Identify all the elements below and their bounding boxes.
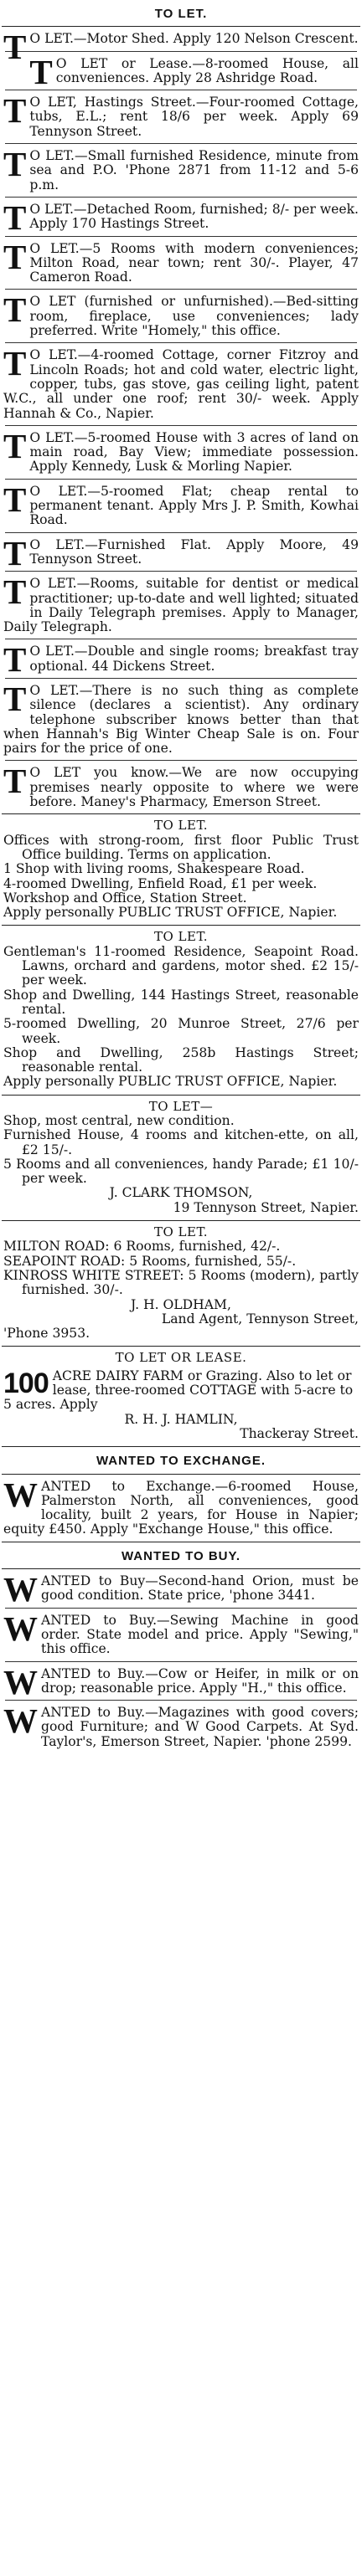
drop-cap: T — [3, 237, 27, 276]
drop-cap-number: 100 — [3, 1367, 49, 1399]
ad-line: Shop, most central, new condition. — [3, 1113, 235, 1128]
ad-text: O LET.—5-roomed House with 3 acres of land on main road, Bay View; immediate possession. Apply Kennedy, Lusk & Morling Napier. — [29, 429, 359, 475]
ad-line: 5-roomed Dwelling, 20 Munroe Street, 27/6 per week. — [3, 1016, 359, 1046]
drop-cap: T — [3, 640, 27, 680]
drop-cap: T — [3, 198, 27, 237]
ad-title: TO LET. — [153, 818, 209, 834]
ad-line: MILTON ROAD: 6 Rooms, furnished, 42/-. — [3, 1239, 281, 1255]
ad-text: O LET (furnished or unfurnished).—Bed-sitting room, fireplace, use conveniences; lady preferred. Write "Homely," this office. — [29, 294, 359, 339]
classified-ad — [0, 343, 362, 424]
ad-signature: Apply personally PUBLIC TRUST OFFICE, Napier. — [3, 905, 338, 921]
drop-cap: T — [3, 344, 27, 383]
drop-cap: W — [3, 1609, 38, 1648]
classified-ad — [0, 761, 362, 813]
ad-line: KINROSS WHITE STREET: 5 Rooms (modern), partly furnished. 30/-. — [3, 1267, 359, 1298]
drop-cap: W — [3, 1662, 38, 1701]
ad-text: O LET you know.—We are now occupying premises nearly opposite to where we were before. Maney's Pharmacy, Emerson Street. — [29, 765, 359, 810]
ad-signature-name: J. CLARK THOMSON, — [109, 1185, 253, 1201]
drop-cap: T — [3, 480, 27, 519]
section-header-to-let: TO LET. — [154, 7, 208, 21]
drop-cap: W — [3, 1570, 38, 1609]
section-header-wanted-to-buy: WANTED TO BUY. — [121, 1548, 241, 1563]
section-header-wanted-to-exchange: WANTED TO EXCHANGE. — [96, 1454, 266, 1469]
ad-title: TO LET. — [153, 1224, 209, 1240]
ad-line: SEAPOINT ROAD: 5 Rooms, furnished, 55/-. — [3, 1253, 297, 1269]
drop-cap: W — [3, 1701, 38, 1741]
public-trust-ad — [0, 814, 362, 925]
ad-title: TO LET. — [153, 929, 209, 945]
ad-line: Shop and Dwelling, 144 Hastings Street, reasonable rental. — [3, 987, 359, 1017]
drop-cap: W — [3, 1475, 38, 1514]
drop-cap: T — [29, 52, 53, 91]
ad-line: Shop and Dwelling, 258b Hastings Street; reasonable rental. — [3, 1044, 359, 1075]
drop-cap: T — [3, 290, 27, 330]
ad-text: ANTED to Buy.—Sewing Machine in good order. State model and price. Apply "Sewing," this office. — [41, 1612, 359, 1657]
drop-cap: T — [3, 426, 27, 465]
classified-ad — [0, 1609, 362, 1661]
drop-cap: T — [3, 145, 27, 184]
ad-text: O LET.—Motor Shed. Apply 120 Nelson Crescent. — [29, 31, 359, 47]
ad-title: TO LET OR LEASE. — [115, 1350, 247, 1366]
ad-line: 1 Shop with living rooms, Shakespeare Road. — [3, 861, 305, 877]
ad-title: TO LET— — [148, 1098, 214, 1114]
ad-signature-address: 19 Tennyson Street, Napier. — [173, 1199, 359, 1215]
ad-line: Offices with strong-room, first floor Public Trust Office building. Terms on application. — [3, 832, 359, 862]
ad-text: O LET.—There is no such thing as complete silence (declares a scientist). Any ordinary telephone subscriber knows better than that when Hannah's Big Winter Cheap Sale is on. Four pairs for the price of one. — [3, 682, 359, 757]
clark-thomson-ad — [0, 1096, 362, 1220]
let-or-lease-ad — [0, 1347, 362, 1446]
ad-text: ANTED to Buy.—Magazines with good covers; good Furniture; and W Good Carpets. At Syd. Taylor's, Emerson Street, Napier. 'phone 2599. — [41, 1705, 359, 1749]
oldham-ad — [0, 1221, 362, 1346]
ad-text: O LET or Lease.—8-roomed House, all conveniences. Apply 28 Ashridge Road. — [55, 55, 359, 85]
ad-line: Gentleman's 11-roomed Residence, Seapoint Road. Lawns, orchard and gardens, motor shed. £2 15/- per week. — [3, 943, 359, 988]
ad-text: O LET.—Furnished Flat. Apply Moore, 49 Tennyson Street. — [29, 536, 359, 567]
drop-cap: T — [3, 533, 27, 572]
ad-line: 5 Rooms and all conveniences, handy Parade; £1 10/- per week. — [3, 1156, 359, 1187]
classified-ad — [0, 1701, 362, 1753]
ad-signature-address: Thackeray Street. — [240, 1425, 359, 1441]
classified-ad — [0, 1569, 362, 1608]
ad-line: 4-roomed Dwelling, Enfield Road, £1 per week. — [3, 875, 318, 891]
ad-signature-name: R. H. J. HAMLIN, — [124, 1411, 238, 1427]
classified-ad — [0, 144, 362, 197]
ad-text: O LET, Hastings Street.—Four-roomed Cottage, tubs, E.L.; rent 18/6 per week. Apply 69 Tennyson Street. — [29, 95, 359, 139]
ad-signature-role: Land Agent, Tennyson Street, — [161, 1311, 359, 1326]
ad-text: O LET.—Detached Room, furnished; 8/- per week. Apply 170 Hastings Street. — [29, 201, 359, 232]
ad-signature-name: J. H. OLDHAM, — [131, 1296, 231, 1312]
ad-line: Workshop and Office, Station Street. — [3, 890, 247, 906]
classified-ad — [0, 639, 362, 678]
ad-signature: Apply personally PUBLIC TRUST OFFICE, Napier. — [3, 1074, 338, 1090]
classified-ad — [0, 533, 362, 572]
ad-text: ANTED to Exchange.—6-roomed House, Palmerston North, all conveniences, good locality, built 2 years, for House in Napier; equity £450. Apply "Exchange House," this office. — [3, 1478, 359, 1537]
ad-text: O LET.—Rooms, suitable for dentist or medical practitioner; up-to-date and well lighted; situated in Daily Telegraph premises. Apply to Manager, Daily Telegraph. — [3, 576, 359, 635]
ad-text: O LET.—5 Rooms with modern conveniences; Milton Road, near town; rent 30/-. Player, 47 Cameron Road. — [29, 240, 359, 285]
classified-ad — [0, 1662, 362, 1701]
classified-ad — [0, 198, 362, 236]
ad-line: Furnished House, 4 rooms and kitchen-ette, on all, £2 15/-. — [3, 1127, 359, 1157]
classified-ad — [0, 90, 362, 143]
ad-text: O LET.—Double and single rooms; breakfast tray optional. 44 Dickens Street. — [29, 644, 359, 674]
ad-text: ACRE DAIRY FARM or Grazing. Also to let or lease, three-roomed COTTAGE with 5-acre to 5 acres. Apply — [3, 1368, 354, 1413]
ad-text: O LET.—4-roomed Cottage, corner Fitzroy and Lincoln Roads; hot and cold water, electric light, copper, tubs, gas stove, gas ceiling light, patent W.C., all under one roof; rent 30/- week. Apply Hannah & Co., Napier. — [3, 347, 359, 421]
drop-cap: T — [3, 91, 27, 131]
drop-cap: T — [3, 679, 27, 718]
classified-ad — [0, 27, 362, 67]
ad-text: O LET.—Small furnished Residence, minute from sea and P.O. 'Phone 2871 from 11-12 and 5-6 p.m. — [29, 148, 359, 192]
classified-ad — [0, 237, 362, 290]
drop-cap: T — [3, 28, 27, 67]
to-let-ads-list — [0, 27, 362, 813]
ad-text: ANTED to Buy—Second-hand Orion, must be good condition. State price, 'phone 3441. — [41, 1573, 359, 1604]
classified-ad — [0, 426, 362, 479]
classified-ad — [0, 572, 362, 639]
drop-cap: T — [3, 572, 27, 612]
gentleman-residence-ad — [0, 926, 362, 1094]
classified-ad — [0, 52, 362, 90]
drop-cap: T — [3, 762, 27, 801]
classified-ad — [0, 290, 362, 342]
ad-text: ANTED to Buy.—Cow or Heifer, in milk or on drop; reasonable price. Apply "H.," this office. — [41, 1665, 359, 1696]
classified-ad — [0, 1475, 362, 1542]
classified-ad — [0, 679, 362, 760]
classified-ad — [0, 480, 362, 532]
ad-text: O LET.—5-roomed Flat; cheap rental to permanent tenant. Apply Mrs J. P. Smith, Kowhai Road. — [29, 483, 359, 528]
ad-phone: 'Phone 3953. — [3, 1326, 90, 1342]
